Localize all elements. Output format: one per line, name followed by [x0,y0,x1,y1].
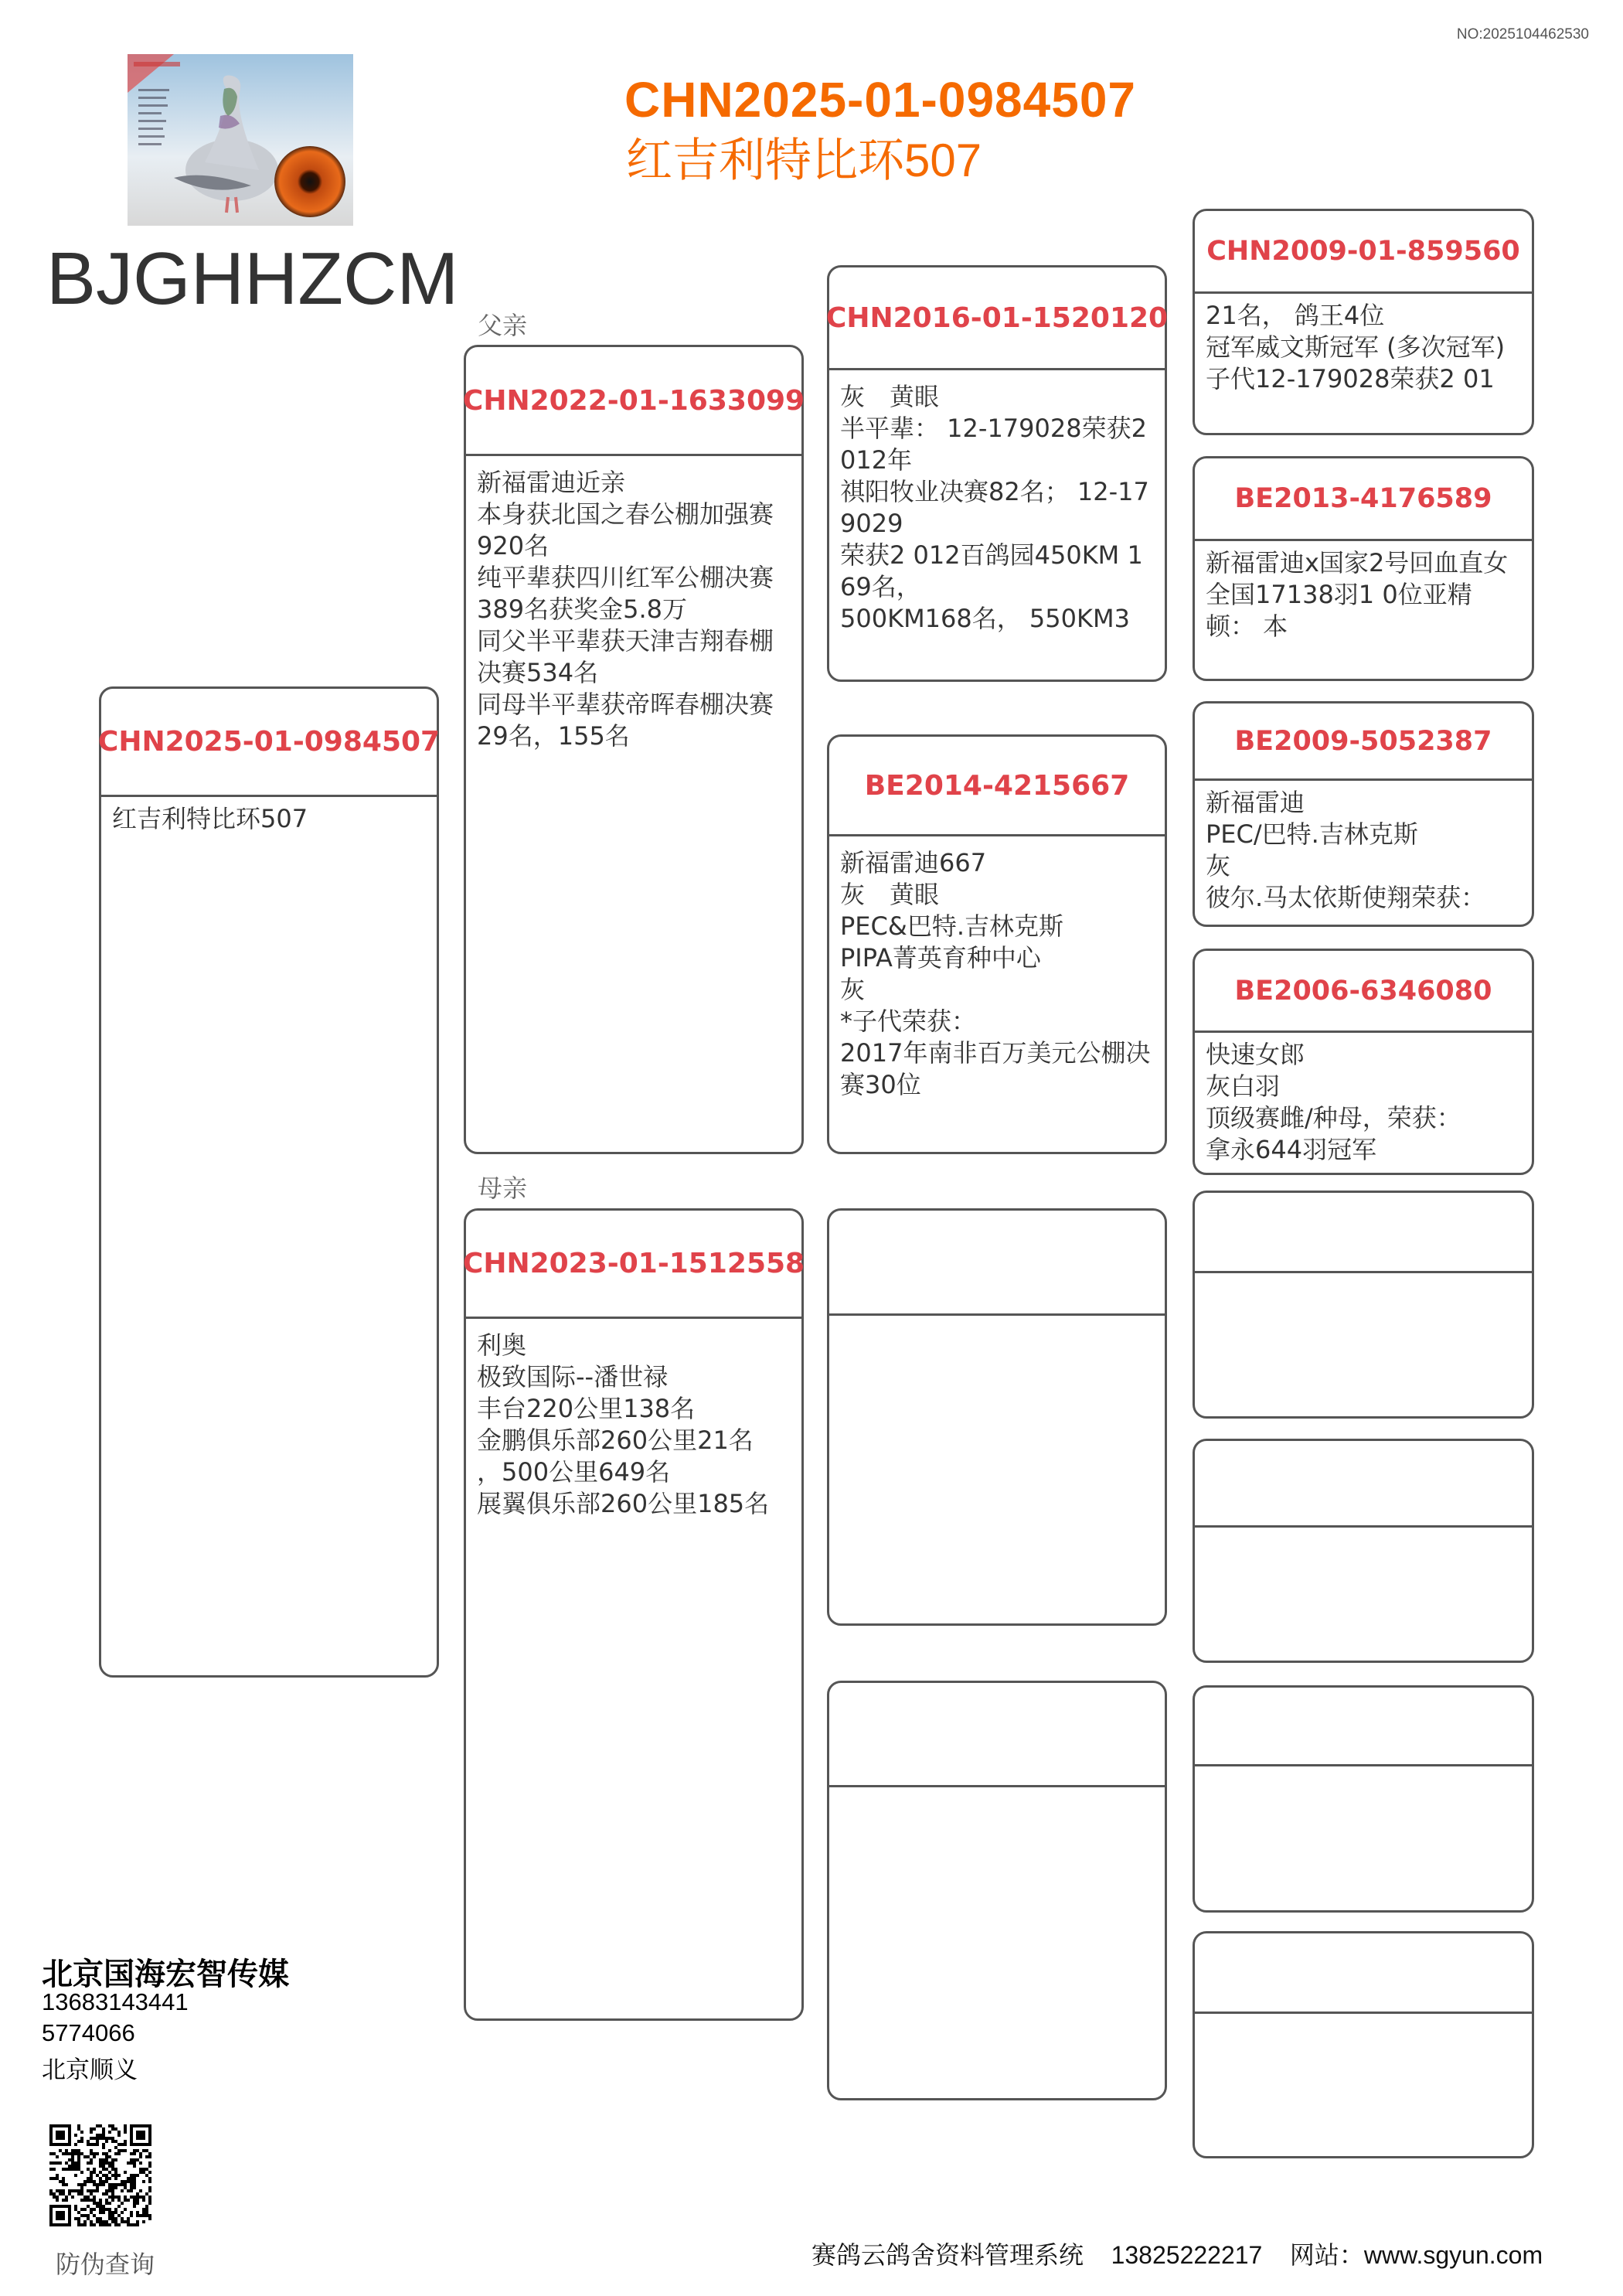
dam-card[interactable] [464,1208,804,2021]
ring-number: CHN2023-01-1512558 [462,1248,805,1279]
ds-dam-card[interactable] [1193,1439,1534,1663]
footer-website-link[interactable]: www.sgyun.com [1363,2241,1543,2269]
ring-number: CHN2009-01-859560 [1206,236,1520,267]
dam-label: 母亲 [478,1174,528,1203]
main-ring-number: CHN2025-01-0984507 [624,72,1136,128]
pigeon-notes: 21名， 鸽王4位 冠军威文斯冠军 (多次冠军) 子代12-179028荣获2 01 [1206,301,1506,393]
pigeon-notes [1195,1766,1532,1910]
dam-sire-card[interactable] [827,1208,1167,1626]
loft-name: BJGHHZCM [46,237,459,320]
ring-number: CHN2016-01-1520120 [825,301,1169,334]
pigeon-notes: 利奥 极致国际--潘世禄 丰台220公里138名 金鹏俱乐部260公里21名 ，500公里649名 展翼俱乐部260公里185名 [477,1330,770,1518]
subject-card[interactable] [99,686,439,1678]
sire-sire-card[interactable] [827,265,1167,682]
pigeon-notes [1195,2014,1532,2156]
pigeon-photo-icon [128,54,353,226]
ring-number: BE2013-4176589 [1234,483,1492,514]
anti-counterfeit-label: 防伪查询 [56,2250,155,2279]
document-number: NO:2025104462530 [1456,26,1589,43]
pigeon-notes: 快速女郎 灰白羽 顶级赛雌/种母，荣获： 拿永644羽冠军 [1206,1040,1461,1164]
pigeon-photo [128,54,353,226]
ds-sire-card[interactable] [1193,1191,1534,1419]
owner-phone-1: 13683143441 [42,1988,189,2015]
pigeon-notes [1195,1273,1532,1416]
pigeon-notes [1195,1528,1532,1661]
pigeon-notes: 红吉利特比环507 [112,804,308,833]
footer-phone: 13825222217 [1111,2241,1263,2269]
pigeon-notes [829,1787,1165,2098]
dam-dam-card[interactable] [827,1681,1167,2100]
ss-sire-card[interactable] [1193,209,1534,435]
qr-code-icon[interactable] [49,2124,151,2226]
sd-sire-card[interactable] [1193,701,1534,927]
owner-phone-2: 5774066 [42,2019,135,2046]
footer-system: 赛鸽云鸽舍资料管理系统 [812,2241,1084,2269]
pigeon-notes: 灰 黄眼 半平辈： 12-179028荣获2012年 祺阳牧业决赛82名； 12-179029 荣获2 012百鸽园450KM 169名， 500KM168名， 550KM3 [840,382,1149,633]
ring-number: BE2009-5052387 [1234,725,1492,757]
ss-dam-card[interactable] [1193,456,1534,681]
pigeon-notes [829,1316,1165,1623]
pigeon-notes: 新福雷迪667 灰 黄眼 PEC&巴特.吉林克斯 PIPA菁英育种中心 灰 *子代荣获： 2017年南非百万美元公棚决赛30位 [840,848,1151,1099]
main-pigeon-name: 红吉利特比环507 [626,135,982,186]
owner-address: 北京顺义 [42,2056,138,2083]
pigeon-notes: 新福雷迪近亲 本身获北国之春公棚加强赛920名 纯平辈获四川红军公棚决赛389名获奖金5.8万 同父半平辈获天津吉翔春棚决赛534名 同母半平辈获帝晖春棚决赛29名，155名 [477,468,774,751]
sire-card[interactable] [464,345,804,1154]
pigeon-notes: 新福雷迪 PEC/巴特.吉林克斯 灰 彼尔.马太依斯使翔荣获： [1206,788,1486,912]
sire-label: 父亲 [478,311,528,340]
dd-dam-card[interactable] [1193,1931,1534,2158]
sire-dam-card[interactable] [827,734,1167,1154]
sd-dam-card[interactable] [1193,949,1534,1175]
ring-number: BE2006-6346080 [1234,975,1492,1007]
ring-number: BE2014-4215667 [864,769,1130,802]
pigeon-notes: 新福雷迪x国家2号回血直女 全国17138羽1 0位亚精顿： 本 [1206,548,1509,641]
ring-number: CHN2025-01-0984507 [97,726,441,758]
dd-sire-card[interactable] [1193,1685,1534,1913]
owner-company: 北京国海宏智传媒 [42,1957,289,1992]
ring-number: CHN2022-01-1633099 [462,384,805,417]
footer [812,2236,1543,2271]
footer-website-label: 网站： [1289,2241,1364,2269]
